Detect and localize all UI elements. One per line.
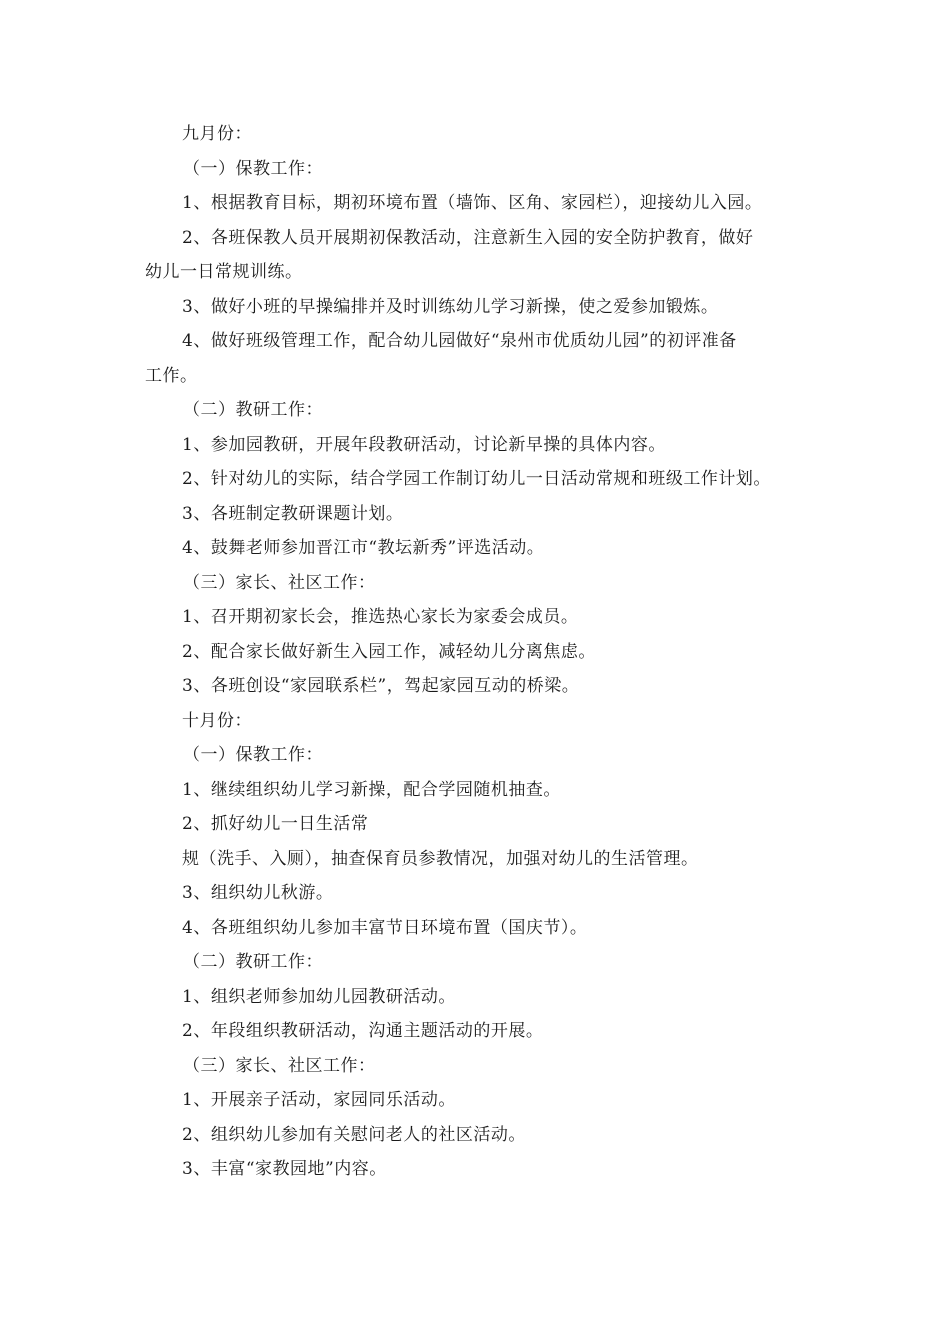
text-line: 4、做好班级管理工作，配合幼儿园做好“泉州市优质幼儿园”的初评准备 [182, 331, 737, 351]
text-line: （一）保教工作： [183, 158, 323, 179]
text-line: 4、鼓舞老师参加晋江市“教坛新秀”评选活动。 [182, 538, 545, 558]
text-line: 九月份： [182, 124, 252, 144]
text-line: （一）保教工作： [183, 745, 323, 765]
text-line: （二）教研工作： [183, 400, 323, 420]
document-body [145, 117, 817, 1187]
text-line: 十月份： [182, 710, 252, 731]
text-line: 2、年段组织教研活动，沟通主题活动的开展。 [182, 1021, 544, 1041]
text-line: 1、继续组织幼儿学习新操，配合学园随机抽查。 [182, 779, 561, 800]
text-line: 3、各班制定教研课题计划。 [182, 503, 404, 524]
text-line: 幼儿一日常规训练。 [145, 262, 303, 282]
text-line: 1、召开期初家长会，推选热心家长为家委会成员。 [182, 607, 579, 627]
text-line: 3、组织幼儿秋游。 [182, 883, 334, 903]
text-line: （三）家长、社区工作： [183, 1055, 376, 1076]
text-line: （三）家长、社区工作： [183, 572, 376, 593]
text-line: 3、做好小班的早操编排并及时训练幼儿学习新操，使之爱参加锻炼。 [182, 296, 719, 317]
text-line: 工作。 [145, 365, 198, 386]
text-line: 1、组织老师参加幼儿园教研活动。 [182, 986, 456, 1007]
text-line: 4、各班组织幼儿参加丰富节日环境布置（国庆节）。 [182, 917, 588, 938]
text-line: 2、各班保教人员开展期初保教活动，注意新生入园的安全防护教育，做好 [182, 227, 754, 248]
text-line: 2、组织幼儿参加有关慰问老人的社区活动。 [182, 1124, 526, 1145]
text-line: 规（洗手、入厕），抽查保育员参教情况，加强对幼儿的生活管理。 [182, 848, 699, 869]
text-line: 1、根据教育目标，期初环境布置（墙饰、区角、家园栏），迎接幼儿入园。 [182, 193, 763, 213]
text-line: 1、参加园教研，开展年段教研活动，讨论新早操的具体内容。 [182, 434, 666, 455]
text-line: 3、各班创设“家园联系栏”，驾起家园互动的桥梁。 [182, 676, 580, 696]
text-line: 2、抓好幼儿一日生活常 [182, 814, 369, 834]
text-line: 1、开展亲子活动，家园同乐活动。 [182, 1090, 456, 1110]
text-line: 2、针对幼儿的实际，结合学园工作制订幼儿一日活动常规和班级工作计划。 [182, 469, 771, 489]
text-line: （二）教研工作： [183, 952, 323, 972]
text-line: 2、配合家长做好新生入园工作，减轻幼儿分离焦虑。 [182, 641, 596, 662]
text-line: 3、丰富“家教园地”内容。 [182, 1159, 387, 1179]
